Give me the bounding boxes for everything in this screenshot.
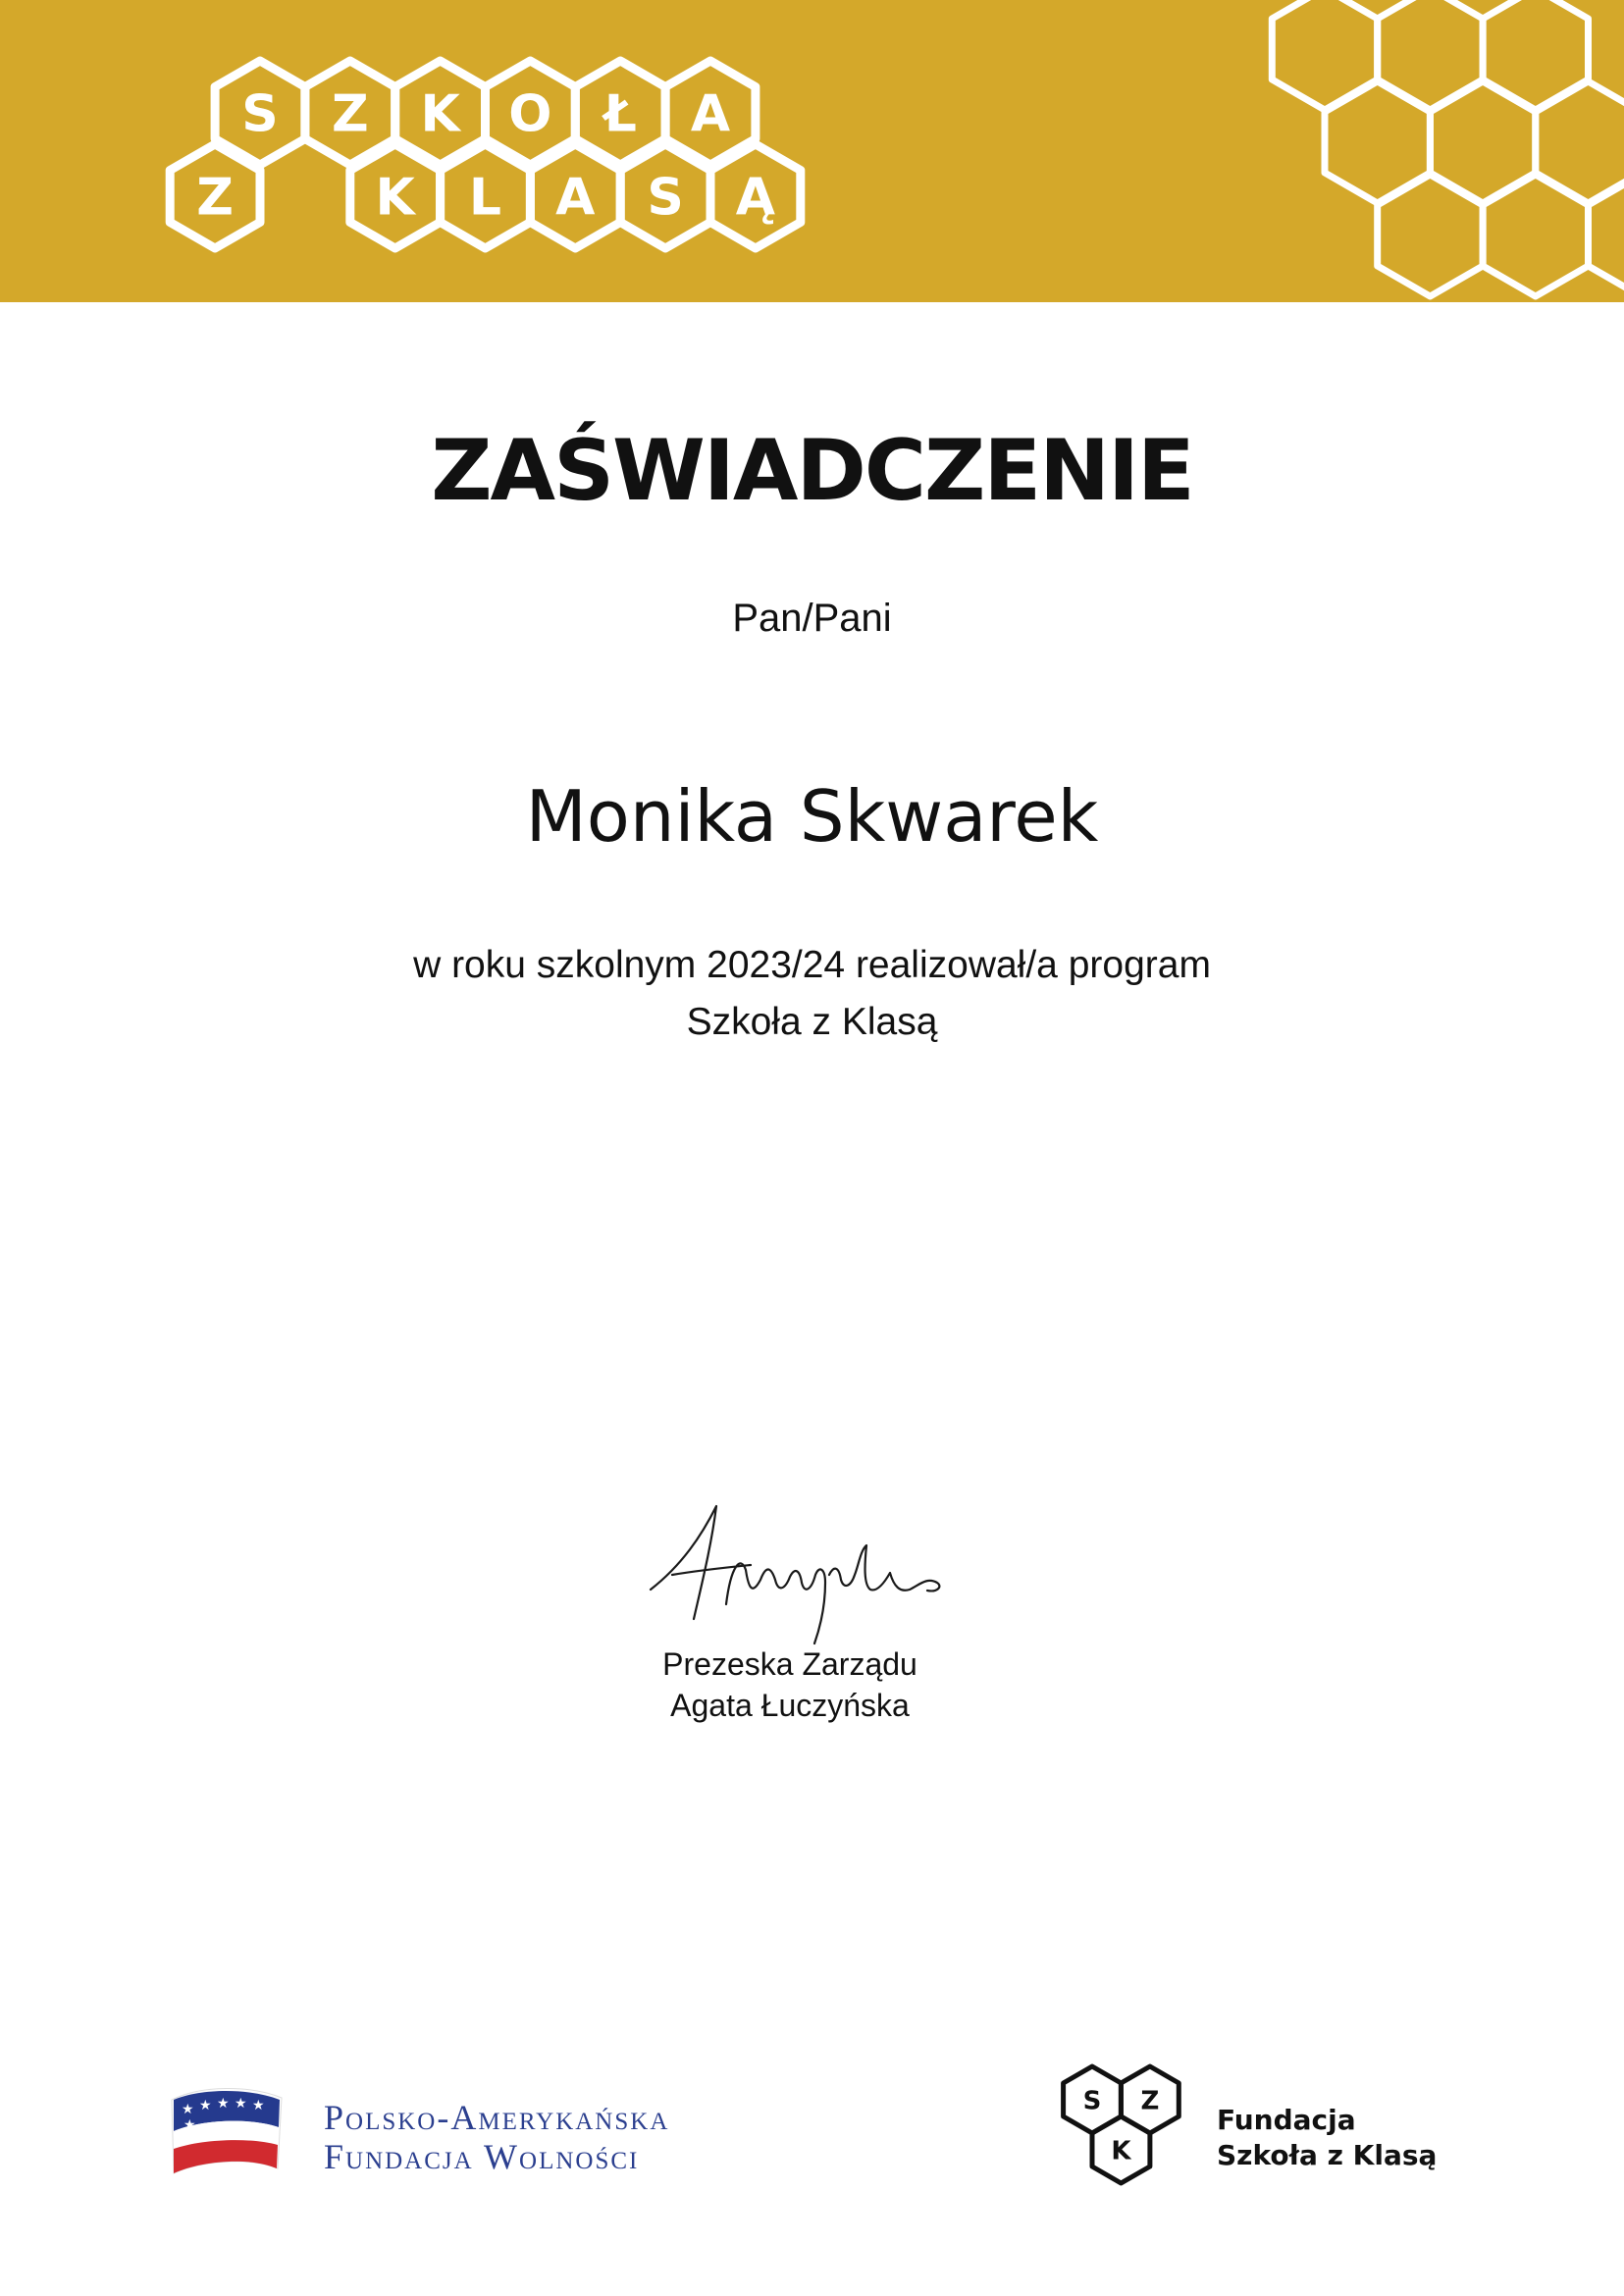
szkola-z-klasa-logo	[0, 0, 1624, 302]
svg-text:★: ★	[252, 2098, 265, 2113]
logo-letter-row2: Ą	[735, 168, 776, 228]
certificate-title: ZAŚWIADCZENIE	[431, 422, 1193, 520]
svg-text:★: ★	[217, 2096, 230, 2112]
handwritten-signature	[643, 1496, 957, 1653]
szk-logo-icon	[1055, 2056, 1202, 2203]
szk-logo-letter: K	[1111, 2136, 1131, 2166]
logo-letter-row1: Ł	[603, 84, 637, 144]
logo-letter-row1: A	[690, 84, 731, 144]
signature-name: Agata Łuczyńska	[670, 1688, 910, 1723]
decorative-hex	[1378, 175, 1483, 296]
certificate-body	[0, 937, 1624, 1051]
logo-letter-row2: S	[647, 168, 684, 228]
signature-role: Prezeska Zarządu	[662, 1646, 917, 1682]
logo-letter-row2: K	[375, 168, 415, 228]
logo-letter-row2: Z	[196, 168, 234, 228]
szk-logo-letter: S	[1082, 2086, 1102, 2116]
logo-letter-row1: Z	[331, 84, 369, 144]
recipient-name: Monika Skwarek	[525, 775, 1099, 858]
body-line-2: Szkoła z Klasą	[686, 1001, 938, 1043]
logo-letter-row1: K	[420, 84, 460, 144]
pafw-line-1: Polsko-Amerykańska	[324, 2098, 670, 2137]
svg-text:★: ★	[235, 2096, 247, 2112]
header-band	[0, 0, 1624, 302]
logo-letter-row2: A	[555, 168, 596, 228]
szk-line-2: Szkoła z Klasą	[1217, 2139, 1438, 2171]
svg-text:★: ★	[183, 2117, 196, 2133]
logo-letter-row1: O	[508, 84, 552, 144]
szk-line-1: Fundacja	[1217, 2104, 1356, 2136]
logo-letter-row1: S	[241, 84, 279, 144]
logo-letter-row2: L	[468, 168, 502, 228]
decorative-hex	[1589, 175, 1624, 296]
szk-foundation-name	[1217, 2103, 1437, 2173]
salutation: Pan/Pani	[732, 597, 892, 640]
pafw-name	[324, 2098, 669, 2176]
svg-text:★: ★	[199, 2098, 212, 2113]
svg-text:★: ★	[182, 2102, 194, 2117]
pafw-flag-icon	[162, 2080, 289, 2183]
szk-logo-letter: Z	[1140, 2086, 1160, 2116]
pafw-line-2: Fundacja Wolności	[324, 2137, 640, 2176]
decorative-hex	[1483, 175, 1588, 296]
body-line-1: w roku szkolnym 2023/24 realizował/a program	[413, 944, 1211, 986]
